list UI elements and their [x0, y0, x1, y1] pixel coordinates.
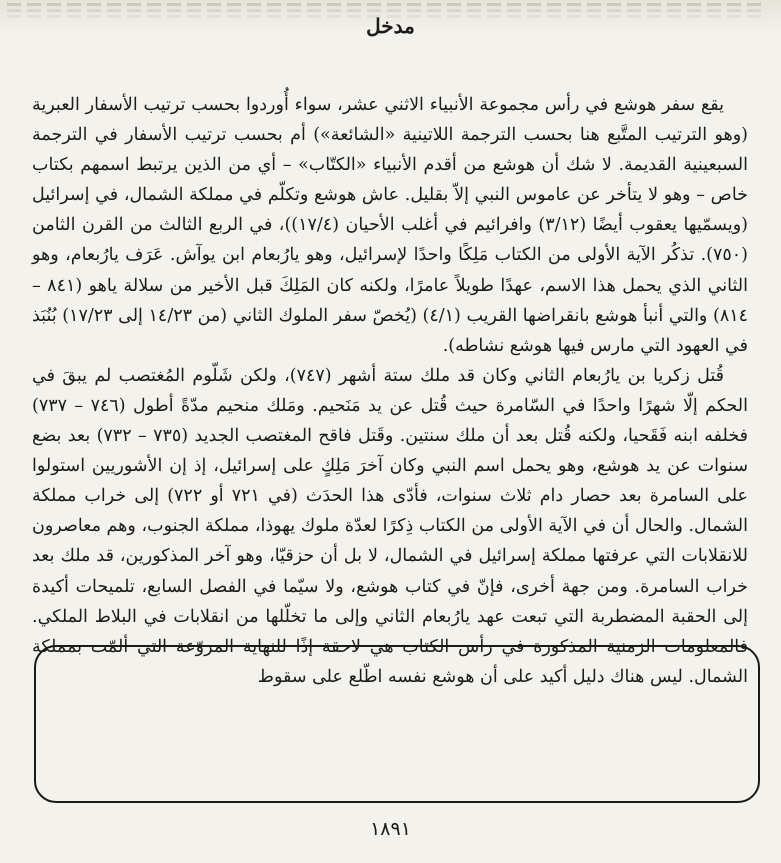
- paragraph-1: يقع سفر هوشع في رأس مجموعة الأنبياء الاثني عشر، سواء أُوردوا بحسب ترتيب الأسفار العبرية (وهو الترتيب المتَّبع هنا بحسب الترجمة اللاتينية «الشائعة») أم بحسب ترتيب الأسفار في الترجمة السبعينية القديمة. لا شك أن هوشع من أقدم الأنبياء «الكتّاب» – أي من الذين يرتبط اسمهم بكتاب خاص – وهو لا يتأخر عن عاموس النبي إلاّ بقليل. عاش هوشع وتكلّم في مملكة الشمال، في إسرائيل (ويسمّيها يعقوب أيضًا (٣/١٢) وافرائيم في أغلب الأحيان (١٧/٤))، في الربع الثالث من القرن الثامن (٧٥٠). تذكُر الآية الأولى من الكتاب مَلِكًا واحدًا لإسرائيل، وهو يارُبعام ابن يوآش. عَرَف يارُبعام، وهو الثاني الذي يحمل هذا الاسم، عهدًا طويلاً عامرًا، ولكنه كان المَلِكَ قبل الأخير من سلالة ياهو (٨٤١ – ٨١٤) والتي أنبأ هوشع بانقراضها القريب (٤/١) (يُخصّ سفر الملوك الثاني (من ١٤/٢٣ إلى ١٧/٢٣) بُنُبَذ في العهود التي مارس فيها هوشع نشاطه).: [32, 95, 749, 356]
- page-number: ١٨٩١: [370, 818, 411, 840]
- bleed-through-line: [7, 9, 767, 12]
- body-text: [32, 90, 748, 692]
- paragraph-2: قُتل زكريا بن يارُبعام الثاني وكان قد ملك ستة أشهر (٧٤٧)، ولكن شَلّوم المُغتصب لم يبقَ في الحكم إلّا شهرًا واحدًا في السّامرة حيث قُتل عن يد مَنَحيم. ومَلك منحيم مدّةً أطول (٧٤٦ – ٧٣٧) فخلفه ابنه فَقَحيا، ولكنه قُتل بعد أن ملك سنتين. وقَتل فاقح المغتصب الجديد (٧٣٥ – ٧٣٢) بعد بضع سنوات عن يد هوشع، وهو يحمل اسم النبي وكان آخرَ مَلِكٍ على إسرائيل، إذ إن الأشوريين استولوا على السامرة بعد حصار دام ثلاث سنوات، فأدّى هذا الحدَث (في ٧٢١ أو ٧٢٢) إلى خراب مملكة الشمال. والحال أن في الآية الأولى من الكتاب ذِكرًا لعدّة ملوك يهوذا، مملكة الجنوب، وهم معاصرون للانقلابات التي عرفتها مملكة إسرائيل في الشمال، لا بل أن حزقيّا، وهو آخر المذكورين، قد ملك بعد خراب السامرة. ومن جهة أخرى، فإنّ في كتاب هوشع، ولا سيّما في الفصل السابع، تلميحات أكيدة إلى الحقبة المضطربة التي تبعت عهد يارُبعام الثاني وإلى ما تخلّلها من انقلابات في البلاط الملكي. فالمعلومات الزمنية المذكورة في رأس الكتاب هي لاحقة إذًا للنهاية المروّعة التي ألمّت بمملكة الشمال. ليس هناك دليل أكيد على أن هوشع نفسه اطّلع على سقوط: [32, 365, 749, 687]
- bleed-through-line: [7, 3, 767, 6]
- section-header: مدخل: [366, 14, 415, 38]
